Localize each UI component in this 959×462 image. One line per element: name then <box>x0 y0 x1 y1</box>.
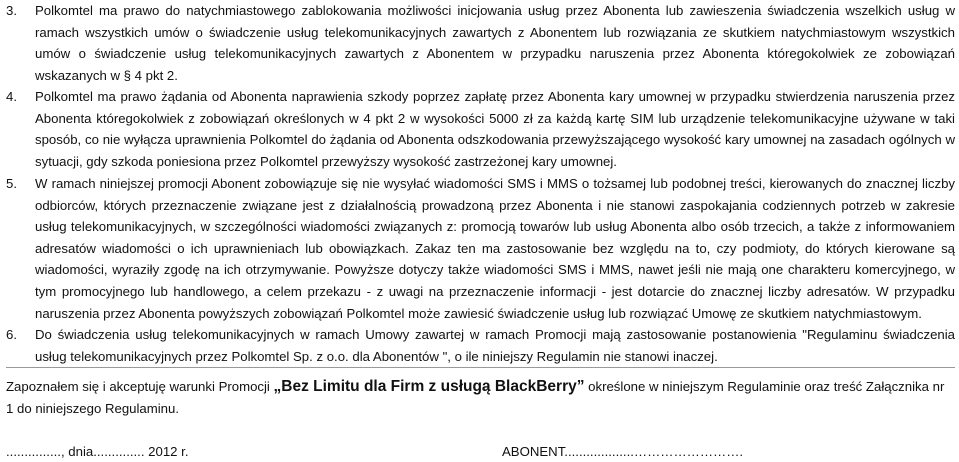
clause-number: 3. <box>6 3 17 18</box>
clause-6 <box>6 324 955 367</box>
acknowledgment-statement <box>6 376 955 419</box>
abonent-signature-line: ABONENT...................……………………. <box>502 444 744 459</box>
clause-3 <box>6 0 955 86</box>
section-divider <box>6 367 955 368</box>
clause-text: W ramach niniejszej promocji Abonent zobowiązuje się nie wysyłać wiadomości SMS i MMS o tożsamej lub podobnej treści, kierowanych do znacznej liczby odbiorców, których przeznaczenie związane jest z działalnością prowadzoną przez Abonenta i nie stanowi zaspokajania codziennych potrzeb w zakresie usług telekomunikacyjnych, w szczególności wiadomości związanych z: promocją towarów lub usług Abonenta albo osób trzecich, a także z informowaniem adresatów wiadomości o ich uprawnieniach lub obowiązkach. Zakaz ten ma zastosowanie bez względu na to, czy podmioty, do których kierowane są wiadomości, wyraziły zgodę na ich otrzymywanie. Powyższe dotyczy także wiadomości SMS i MMS, nawet jeśli nie mają one charakteru komercyjnego, w tym promocyjnego lub handlowego, a celem przekazu - z uwagi na przeznaczenie informacji - jest dotarcie do znacznej liczby adresatów. W przypadku naruszenia przez Abonenta powyższych zobowiązań Polkomtel może zawiesić świadczenie usług lub rozwiązać Umowę ze skutkiem natychmiastowym. <box>35 176 955 321</box>
acknowledgment-intro: Zapoznałem się i akceptuję warunki Promocji <box>6 379 274 394</box>
promotion-name: „Bez Limitu dla Firm z usługą BlackBerry” <box>273 378 585 395</box>
acknowledgment-outro: określone w niniejszym Regulaminie oraz treść Załącznika nr 1 do niniejszego Regulaminu. <box>6 379 945 416</box>
date-line: ..............., dnia.............. 2012 r. <box>6 444 189 459</box>
clause-text: Polkomtel ma prawo do natychmiastowego zablokowania możliwości inicjowania usług przez Abonenta lub zawieszenia świadczenia wszelkich usług w ramach wszystkich umów o świadczenie usług telekomunikacyjnych zawartych z Abonentem lub rozwiązania ze skutkiem natychmiastowym wszystkich umów o świadczenie usług telekomunikacyjnych zawartych z Abonentem w przypadku naruszenia przez Abonenta któregokolwiek ze zobowiązań wskazanych w § 4 pkt 2. <box>35 3 955 83</box>
clause-text: Do świadczenia usług telekomunikacyjnych w ramach Umowy zawartej w ramach Promocji mają zastosowanie postanowienia "Regulaminu świadczenia usług telekomunikacyjnych przez Polkomtel Sp. z o.o. dla Abonentów ", o ile niniejszy Regulamin nie stanowi inaczej. <box>35 327 955 364</box>
clause-number: 6. <box>6 327 17 342</box>
clause-number: 5. <box>6 176 17 191</box>
clause-number: 4. <box>6 89 17 104</box>
clause-5 <box>6 173 955 324</box>
clause-text: Polkomtel ma prawo żądania od Abonenta naprawienia szkody poprzez zapłatę przez Abonenta kary umownej w przypadku stwierdzenia naruszenia przez Abonenta któregokolwiek z zobowiązań określonych w 4 pkt 2 w wysokości 5000 zł za każdą kartę SIM lub urządzenie telekomunikacyjne używane w taki sposób, co nie wyłącza uprawnienia Polkomtel do żądania od Abonenta odszkodowania przewyższającego wysokość kary umownej na zasadach ogólnych w sytuacji, gdy szkoda poniesiona przez Polkomtel przewyższy wysokość zastrzeżonej kary umownej. <box>35 89 955 169</box>
clause-4 <box>6 86 955 172</box>
